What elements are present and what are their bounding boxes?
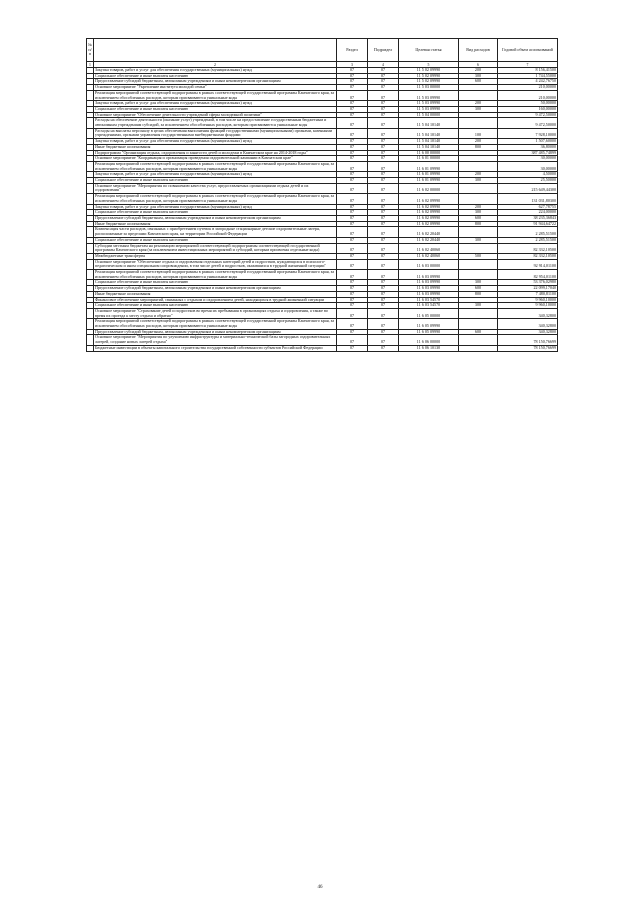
amount-cell: 7 480,81100 <box>498 291 558 297</box>
expense-type-cell: 300 <box>459 210 498 216</box>
section-cell: 07 <box>337 286 368 292</box>
section-cell: 07 <box>337 227 368 237</box>
target-article-cell: 11 6 02 09990 <box>399 194 459 204</box>
target-article-cell: 11 5 04 10140 <box>399 139 459 145</box>
header-section: Раздел <box>337 39 368 62</box>
subsection-cell: 07 <box>368 237 399 243</box>
subsection-cell: 07 <box>368 291 399 297</box>
section-cell: 07 <box>337 194 368 204</box>
table-row <box>87 345 558 351</box>
subsection-cell: 07 <box>368 210 399 216</box>
section-cell: 07 <box>337 156 368 162</box>
section-cell: 07 <box>337 308 368 318</box>
target-article-cell: 11 6 03 00000 <box>399 259 459 269</box>
subsection-cell: 07 <box>368 329 399 335</box>
name-cell: Реализация мероприятий соответствующей подпрограммы в рамках соответствующей государственной программы Камчатского края, за исключением обособленных расходов, которым присваиваются уникальные коды <box>94 90 337 100</box>
target-article-cell: 11 6 02 00000 <box>399 183 459 193</box>
amount-cell: 38 235,36843 <box>498 215 558 221</box>
amount-cell: 9 960,10000 <box>498 297 558 303</box>
section-cell: 07 <box>337 161 368 171</box>
expense-type-cell: 200 <box>459 101 498 107</box>
target-article-cell: 11 6 06 10130 <box>399 345 459 351</box>
subsection-cell: 07 <box>368 144 399 150</box>
expense-type-cell: 800 <box>459 221 498 227</box>
target-article-cell: 11 6 03 09990 <box>399 291 459 297</box>
target-article-cell: 11 6 03 09990 <box>399 270 459 280</box>
subsection-cell: 07 <box>368 253 399 259</box>
target-article-cell: 11 6 03 09990 <box>399 286 459 292</box>
name-cell: Реализация мероприятий соответствующей подпрограммы в рамках соответствующей государственной программы Камчатского края, за исключением обособленных расходов, которым присваиваются уникальные коды <box>94 194 337 204</box>
subsection-cell: 07 <box>368 156 399 162</box>
target-article-cell: 11 6 02 40060 <box>399 243 459 253</box>
name-cell: Иные бюджетные ассигнования <box>94 221 337 227</box>
table-row <box>87 243 558 253</box>
subsection-cell: 07 <box>368 215 399 221</box>
amount-cell: 215 649,44300 <box>498 183 558 193</box>
section-cell: 07 <box>337 79 368 85</box>
header-annual-amount: Годовой объем ассигнований <box>498 39 558 62</box>
expense-type-cell: 300 <box>459 178 498 184</box>
table-row <box>87 118 558 128</box>
subsection-cell: 07 <box>368 243 399 253</box>
expense-type-cell: 800 <box>459 144 498 150</box>
target-article-cell: 11 6 02 09990 <box>399 215 459 221</box>
name-cell: Субсидии местным бюджетам на реализацию мероприятий соответствующей подпрограммы соответствующей государственной программы Камчатского края (за исключением инвестиционных мероприятий и субсидий, которым присвоены отдельные коды) <box>94 243 337 253</box>
amount-cell: 25,50000 <box>498 178 558 184</box>
target-article-cell: 11 6 02 20440 <box>399 227 459 237</box>
table-row <box>87 194 558 204</box>
expense-type-cell: 200 <box>459 172 498 178</box>
subsection-cell: 07 <box>368 319 399 329</box>
amount-cell: 9 472,50000 <box>498 112 558 118</box>
amount-cell: 22 099,17040 <box>498 286 558 292</box>
subsection-cell: 07 <box>368 172 399 178</box>
subsection-cell: 07 <box>368 106 399 112</box>
name-cell: Социальное обеспечение и иные выплаты населению <box>94 237 337 243</box>
expense-type-cell <box>459 118 498 128</box>
section-cell: 07 <box>337 210 368 216</box>
num-cell <box>87 270 94 280</box>
table-row <box>87 128 558 138</box>
subsection-cell: 07 <box>368 259 399 269</box>
section-cell: 07 <box>337 101 368 107</box>
amount-cell: 4 242,76750 <box>498 79 558 85</box>
subsection-cell: 07 <box>368 150 399 156</box>
target-article-cell: 11 6 03 54570 <box>399 303 459 309</box>
amount-cell: 78 150,76699 <box>498 335 558 345</box>
amount-cell: 210,00000 <box>498 85 558 91</box>
amount-cell: 210,00000 <box>498 90 558 100</box>
expense-type-cell: 600 <box>459 286 498 292</box>
section-cell: 07 <box>337 128 368 138</box>
target-article-cell: 11 6 01 09990 <box>399 172 459 178</box>
target-article-cell: 11 5 04 10140 <box>399 118 459 128</box>
num-cell <box>87 194 94 204</box>
expense-type-cell <box>459 227 498 237</box>
amount-cell: 50,00000 <box>498 101 558 107</box>
expense-type-cell <box>459 259 498 269</box>
expense-type-cell: 100 <box>459 128 498 138</box>
section-cell: 07 <box>337 112 368 118</box>
amount-cell: 8 156,41500 <box>498 68 558 74</box>
target-article-cell: 11 6 02 09990 <box>399 204 459 210</box>
subsection-cell: 07 <box>368 270 399 280</box>
section-cell: 07 <box>337 329 368 335</box>
subsection-cell: 07 <box>368 101 399 107</box>
section-cell: 07 <box>337 291 368 297</box>
subsection-cell: 07 <box>368 139 399 145</box>
amount-cell: 82 332,10500 <box>498 253 558 259</box>
expense-type-cell: 600 <box>459 215 498 221</box>
name-cell: Реализация мероприятий соответствующей подпрограммы в рамках соответствующей государственной программы Камчатского края, за исключением обособленных расходов, которым присваиваются уникальные коды <box>94 161 337 171</box>
table-row <box>87 259 558 269</box>
amount-cell: 1 507,60000 <box>498 139 558 145</box>
section-cell: 07 <box>337 183 368 193</box>
name-cell: Социальное обеспечение и иные выплаты населению <box>94 73 337 79</box>
name-cell: Реализация мероприятий соответствующей подпрограммы в рамках соответствующей государственной программы Камчатского края, за исключением обособленных расходов, которым присваиваются уникальные коды <box>94 319 337 329</box>
header-name <box>94 39 337 62</box>
name-cell: Предоставление субсидий бюджетным, автономным учреждениям и иным некоммерческим организациям <box>94 329 337 335</box>
name-cell: Компенсация части расходов, связанных с приобретением путевок в загородные стационарные детские оздоровительные лагеря, расположенные за пределами Камчатского края, на территории Российской Федерации <box>94 227 337 237</box>
section-cell: 07 <box>337 215 368 221</box>
amount-cell: 160,00000 <box>498 106 558 112</box>
expense-type-cell: 300 <box>459 280 498 286</box>
amount-cell: 2 285,51500 <box>498 227 558 237</box>
name-cell: Социальное обеспечение и иные выплаты населению <box>94 280 337 286</box>
target-article-cell: 11 5 03 00000 <box>399 85 459 91</box>
target-article-cell: 11 6 05 09990 <box>399 329 459 335</box>
index-cell: 3 <box>337 62 368 68</box>
section-cell: 07 <box>337 303 368 309</box>
table-row <box>87 335 558 345</box>
target-article-cell: 11 5 04 10140 <box>399 144 459 150</box>
name-cell: Предоставление субсидий бюджетным, автономным учреждениям и иным некоммерческим организациям <box>94 286 337 292</box>
name-cell: Бюджетные инвестиции в объекты капитального строительства государственной собственности субъектов Российской Федерации <box>94 345 337 351</box>
amount-cell: 4,50000 <box>498 172 558 178</box>
amount-cell: 340,32800 <box>498 319 558 329</box>
target-article-cell: 11 6 01 09990 <box>399 161 459 171</box>
section-cell: 07 <box>337 90 368 100</box>
table-row <box>87 161 558 171</box>
subsection-cell: 07 <box>368 112 399 118</box>
name-cell: Основное мероприятие "Обеспечение деятельности учреждений сферы молодежной политики" <box>94 112 337 118</box>
subsection-cell: 07 <box>368 303 399 309</box>
section-cell: 07 <box>337 335 368 345</box>
target-article-cell: 11 6 06 00000 <box>399 335 459 345</box>
section-cell: 07 <box>337 178 368 184</box>
section-cell: 07 <box>337 150 368 156</box>
amount-cell: 92 914,01100 <box>498 259 558 269</box>
target-article-cell: 11 6 05 00000 <box>399 308 459 318</box>
name-cell: Социальное обеспечение и иные выплаты населению <box>94 303 337 309</box>
expense-type-cell <box>459 345 498 351</box>
amount-cell: 2 285,51500 <box>498 237 558 243</box>
target-article-cell: 11 5 02 09990 <box>399 79 459 85</box>
section-cell: 07 <box>337 280 368 286</box>
expense-type-cell <box>459 161 498 171</box>
index-cell: 2 <box>94 62 337 68</box>
section-cell: 07 <box>337 221 368 227</box>
target-article-cell: 11 5 03 09990 <box>399 90 459 100</box>
section-cell: 07 <box>337 270 368 280</box>
num-cell <box>87 335 94 345</box>
amount-cell: 131 031,80300 <box>498 194 558 204</box>
expense-type-cell <box>459 90 498 100</box>
subsection-cell: 07 <box>368 204 399 210</box>
section-cell: 07 <box>337 297 368 303</box>
target-article-cell: 11 6 00 00000 <box>399 150 459 156</box>
target-article-cell: 11 6 01 00000 <box>399 156 459 162</box>
section-cell: 07 <box>337 243 368 253</box>
subsection-cell: 07 <box>368 85 399 91</box>
name-cell: Основное мероприятие "Мероприятия по повышению качества услуг, предоставляемых организациями отдыха детей и их оздоровления" <box>94 183 337 193</box>
subsection-cell: 07 <box>368 335 399 345</box>
amount-cell: 7 928,10000 <box>498 128 558 138</box>
expense-type-cell: 300 <box>459 303 498 309</box>
target-article-cell: 11 6 02 09990 <box>399 221 459 227</box>
name-cell: Основное мероприятие "Мероприятия по улучшению инфраструктуры и материально-технической базы загородных оздоровительных лагерей, создание новых лагерей отдыха" <box>94 335 337 345</box>
amount-cell: 340,32800 <box>498 329 558 335</box>
header-num: № п/п <box>87 39 94 62</box>
amount-cell: 82 954,01100 <box>498 270 558 280</box>
name-cell: Предоставление субсидий бюджетным, автономным учреждениям и иным некоммерческим организациям <box>94 215 337 221</box>
expense-type-cell: 600 <box>459 79 498 85</box>
subsection-cell: 07 <box>368 194 399 204</box>
expense-type-cell: 600 <box>459 329 498 335</box>
expense-type-cell: 200 <box>459 68 498 74</box>
target-article-cell: 11 5 03 09990 <box>399 106 459 112</box>
amount-cell: 30,00000 <box>498 156 558 162</box>
section-cell: 07 <box>337 85 368 91</box>
target-article-cell: 11 6 02 20440 <box>399 237 459 243</box>
expense-type-cell <box>459 183 498 193</box>
table-row <box>87 270 558 280</box>
name-cell: Основное мероприятие "Обеспечение отдыха и оздоровления отдельных категорий детей и подростков, нуждающихся в психолого-педагогическом и ином специальном сопровождении, в том числе детей и подростков, оказавшихся в трудной жизненной ситуации" <box>94 259 337 269</box>
amount-cell: 30,00000 <box>498 161 558 171</box>
subsection-cell: 07 <box>368 118 399 128</box>
subsection-cell: 07 <box>368 345 399 351</box>
amount-cell: 91 944,64722 <box>498 221 558 227</box>
section-cell: 07 <box>337 144 368 150</box>
header-row <box>87 39 558 62</box>
target-article-cell: 11 6 03 54570 <box>399 297 459 303</box>
expense-type-cell <box>459 335 498 345</box>
page-number: 46 <box>317 885 323 890</box>
subsection-cell: 07 <box>368 280 399 286</box>
name-cell: Подпрограмма "Организация отдыха, оздоровления и занятости детей и молодежи в Камчатском крае на 2014-2018 годы" <box>94 150 337 156</box>
expense-type-cell: 300 <box>459 106 498 112</box>
name-cell: Социальное обеспечение и иные выплаты населению <box>94 210 337 216</box>
section-cell: 07 <box>337 106 368 112</box>
section-cell: 07 <box>337 345 368 351</box>
expense-type-cell: 200 <box>459 204 498 210</box>
section-cell: 07 <box>337 253 368 259</box>
target-article-cell: 11 5 04 00000 <box>399 112 459 118</box>
section-cell: 07 <box>337 139 368 145</box>
name-cell: Закупка товаров, работ и услуг для обеспечения государственных (муниципальных) нужд <box>94 204 337 210</box>
subsection-cell: 07 <box>368 68 399 74</box>
section-cell: 07 <box>337 319 368 329</box>
name-cell: Расходы на обеспечение деятельности (оказание услуг) учреждений, в том числе на предоставление государственным бюджетным и автономным учреждениям субсидий, за исключением обособленных расходов, которым присваиваются уникальные коды <box>94 118 337 128</box>
subsection-cell: 07 <box>368 297 399 303</box>
name-cell: Основное мероприятие "Координация и организация проведения оздоровительной кампании в Камчатском крае" <box>94 156 337 162</box>
amount-cell: 9 960,10000 <box>498 303 558 309</box>
name-cell: Основное мероприятие "Укрепление института молодой семьи" <box>94 85 337 91</box>
expense-type-cell: 300 <box>459 237 498 243</box>
subsection-cell: 07 <box>368 178 399 184</box>
amount-cell: 36,80000 <box>498 144 558 150</box>
name-cell: Иные бюджетные ассигнования <box>94 291 337 297</box>
amount-cell: 627,78755 <box>498 204 558 210</box>
index-cell: 1 <box>87 62 94 68</box>
subsection-cell: 07 <box>368 227 399 237</box>
section-cell: 07 <box>337 68 368 74</box>
section-cell: 07 <box>337 237 368 243</box>
subsection-cell: 07 <box>368 128 399 138</box>
num-cell <box>87 243 94 253</box>
expense-type-cell <box>459 243 498 253</box>
amount-cell: 1 744,55000 <box>498 73 558 79</box>
name-cell: Закупка товаров, работ и услуг для обеспечения государственных (муниципальных) нужд <box>94 68 337 74</box>
header-target-article: Целевая статья <box>399 39 459 62</box>
table-row <box>87 308 558 318</box>
name-cell: Основное мероприятие "Страхование детей и подростков во время их пребывания в организациях отдыха и оздоровления, а также во время их проезда к месту отдыха и обратно" <box>94 308 337 318</box>
num-cell <box>87 308 94 318</box>
section-cell: 07 <box>337 204 368 210</box>
expense-type-cell: 200 <box>459 139 498 145</box>
target-article-cell: 11 5 03 09990 <box>399 101 459 107</box>
amount-cell: 9 472,50000 <box>498 118 558 128</box>
num-cell <box>87 183 94 193</box>
expense-type-cell <box>459 194 498 204</box>
amount-cell: 82 332,10500 <box>498 243 558 253</box>
header-expense-type: Вид расходов <box>459 39 498 62</box>
name-cell: Реализация мероприятий соответствующей подпрограммы в рамках соответствующей государственной программы Камчатского края, за исключением обособленных расходов, которым присваиваются уникальные коды <box>94 270 337 280</box>
num-cell <box>87 128 94 138</box>
name-cell: Социальное обеспечение и иные выплаты населению <box>94 178 337 184</box>
num-cell <box>87 319 94 329</box>
budget-allocation-table <box>86 38 558 352</box>
num-cell <box>87 259 94 269</box>
subsection-cell: 07 <box>368 286 399 292</box>
amount-cell: 224,00000 <box>498 210 558 216</box>
target-article-cell: 11 5 02 09990 <box>399 68 459 74</box>
amount-cell: 340,32800 <box>498 308 558 318</box>
subsection-cell: 07 <box>368 221 399 227</box>
target-article-cell: 11 5 04 10140 <box>399 128 459 138</box>
name-cell: Иные бюджетные ассигнования <box>94 144 337 150</box>
table-body <box>87 68 558 352</box>
name-cell: Закупка товаров, работ и услуг для обеспечения государственных (муниципальных) нужд <box>94 101 337 107</box>
expense-type-cell: 500 <box>459 253 498 259</box>
subsection-cell: 07 <box>368 79 399 85</box>
subsection-cell: 07 <box>368 73 399 79</box>
section-cell: 07 <box>337 73 368 79</box>
num-cell <box>87 161 94 171</box>
table-row <box>87 183 558 193</box>
name-cell: Социальное обеспечение и иные выплаты населению <box>94 106 337 112</box>
expense-type-cell <box>459 270 498 280</box>
amount-cell: 78 150,76699 <box>498 345 558 351</box>
target-article-cell: 11 5 02 09990 <box>399 73 459 79</box>
name-cell: Межбюджетные трансферты <box>94 253 337 259</box>
section-cell: 07 <box>337 259 368 269</box>
name-cell: Закупка товаров, работ и услуг для обеспечения государственных (муниципальных) нужд <box>94 172 337 178</box>
index-cell: 5 <box>399 62 459 68</box>
num-cell <box>87 118 94 128</box>
section-cell: 07 <box>337 118 368 128</box>
target-article-cell: 11 6 01 09990 <box>399 178 459 184</box>
expense-type-cell <box>459 308 498 318</box>
target-article-cell: 11 6 02 09990 <box>399 210 459 216</box>
header-subsection: Подраздел <box>368 39 399 62</box>
subsection-cell: 07 <box>368 161 399 171</box>
section-cell: 07 <box>337 172 368 178</box>
subsection-cell: 07 <box>368 308 399 318</box>
table-row <box>87 227 558 237</box>
amount-cell: 53 376,02980 <box>498 280 558 286</box>
name-cell: Расходы на выплаты персоналу в целях обеспечения выполнения функций государственными (муниципальными) органами, казенными учреждениями, органами управления государственными внебюджетными фондами <box>94 128 337 138</box>
expense-type-cell <box>459 319 498 329</box>
target-article-cell: 11 6 03 09990 <box>399 280 459 286</box>
num-cell <box>87 90 94 100</box>
table-row <box>87 319 558 329</box>
expense-type-cell: 300 <box>459 73 498 79</box>
name-cell: Предоставление субсидий бюджетным, автономным учреждениям и иным некоммерческим организациям <box>94 79 337 85</box>
num-cell <box>87 345 94 351</box>
subsection-cell: 07 <box>368 90 399 100</box>
target-article-cell: 11 6 02 40060 <box>399 253 459 259</box>
num-cell <box>87 227 94 237</box>
name-cell: Закупка товаров, работ и услуг для обеспечения государственных (муниципальных) нужд <box>94 139 337 145</box>
table-row <box>87 90 558 100</box>
subsection-cell: 07 <box>368 183 399 193</box>
expense-type-cell: 800 <box>459 291 498 297</box>
target-article-cell: 11 6 05 09990 <box>399 319 459 329</box>
name-cell: Финансовое обеспечение мероприятий, связанных с отдыхом и оздоровлением детей, находящихся в трудной жизненной ситуации <box>94 297 337 303</box>
index-cell: 7 <box>498 62 558 68</box>
index-cell: 6 <box>459 62 498 68</box>
index-cell: 4 <box>368 62 399 68</box>
amount-cell: 387 485,74899 <box>498 150 558 156</box>
